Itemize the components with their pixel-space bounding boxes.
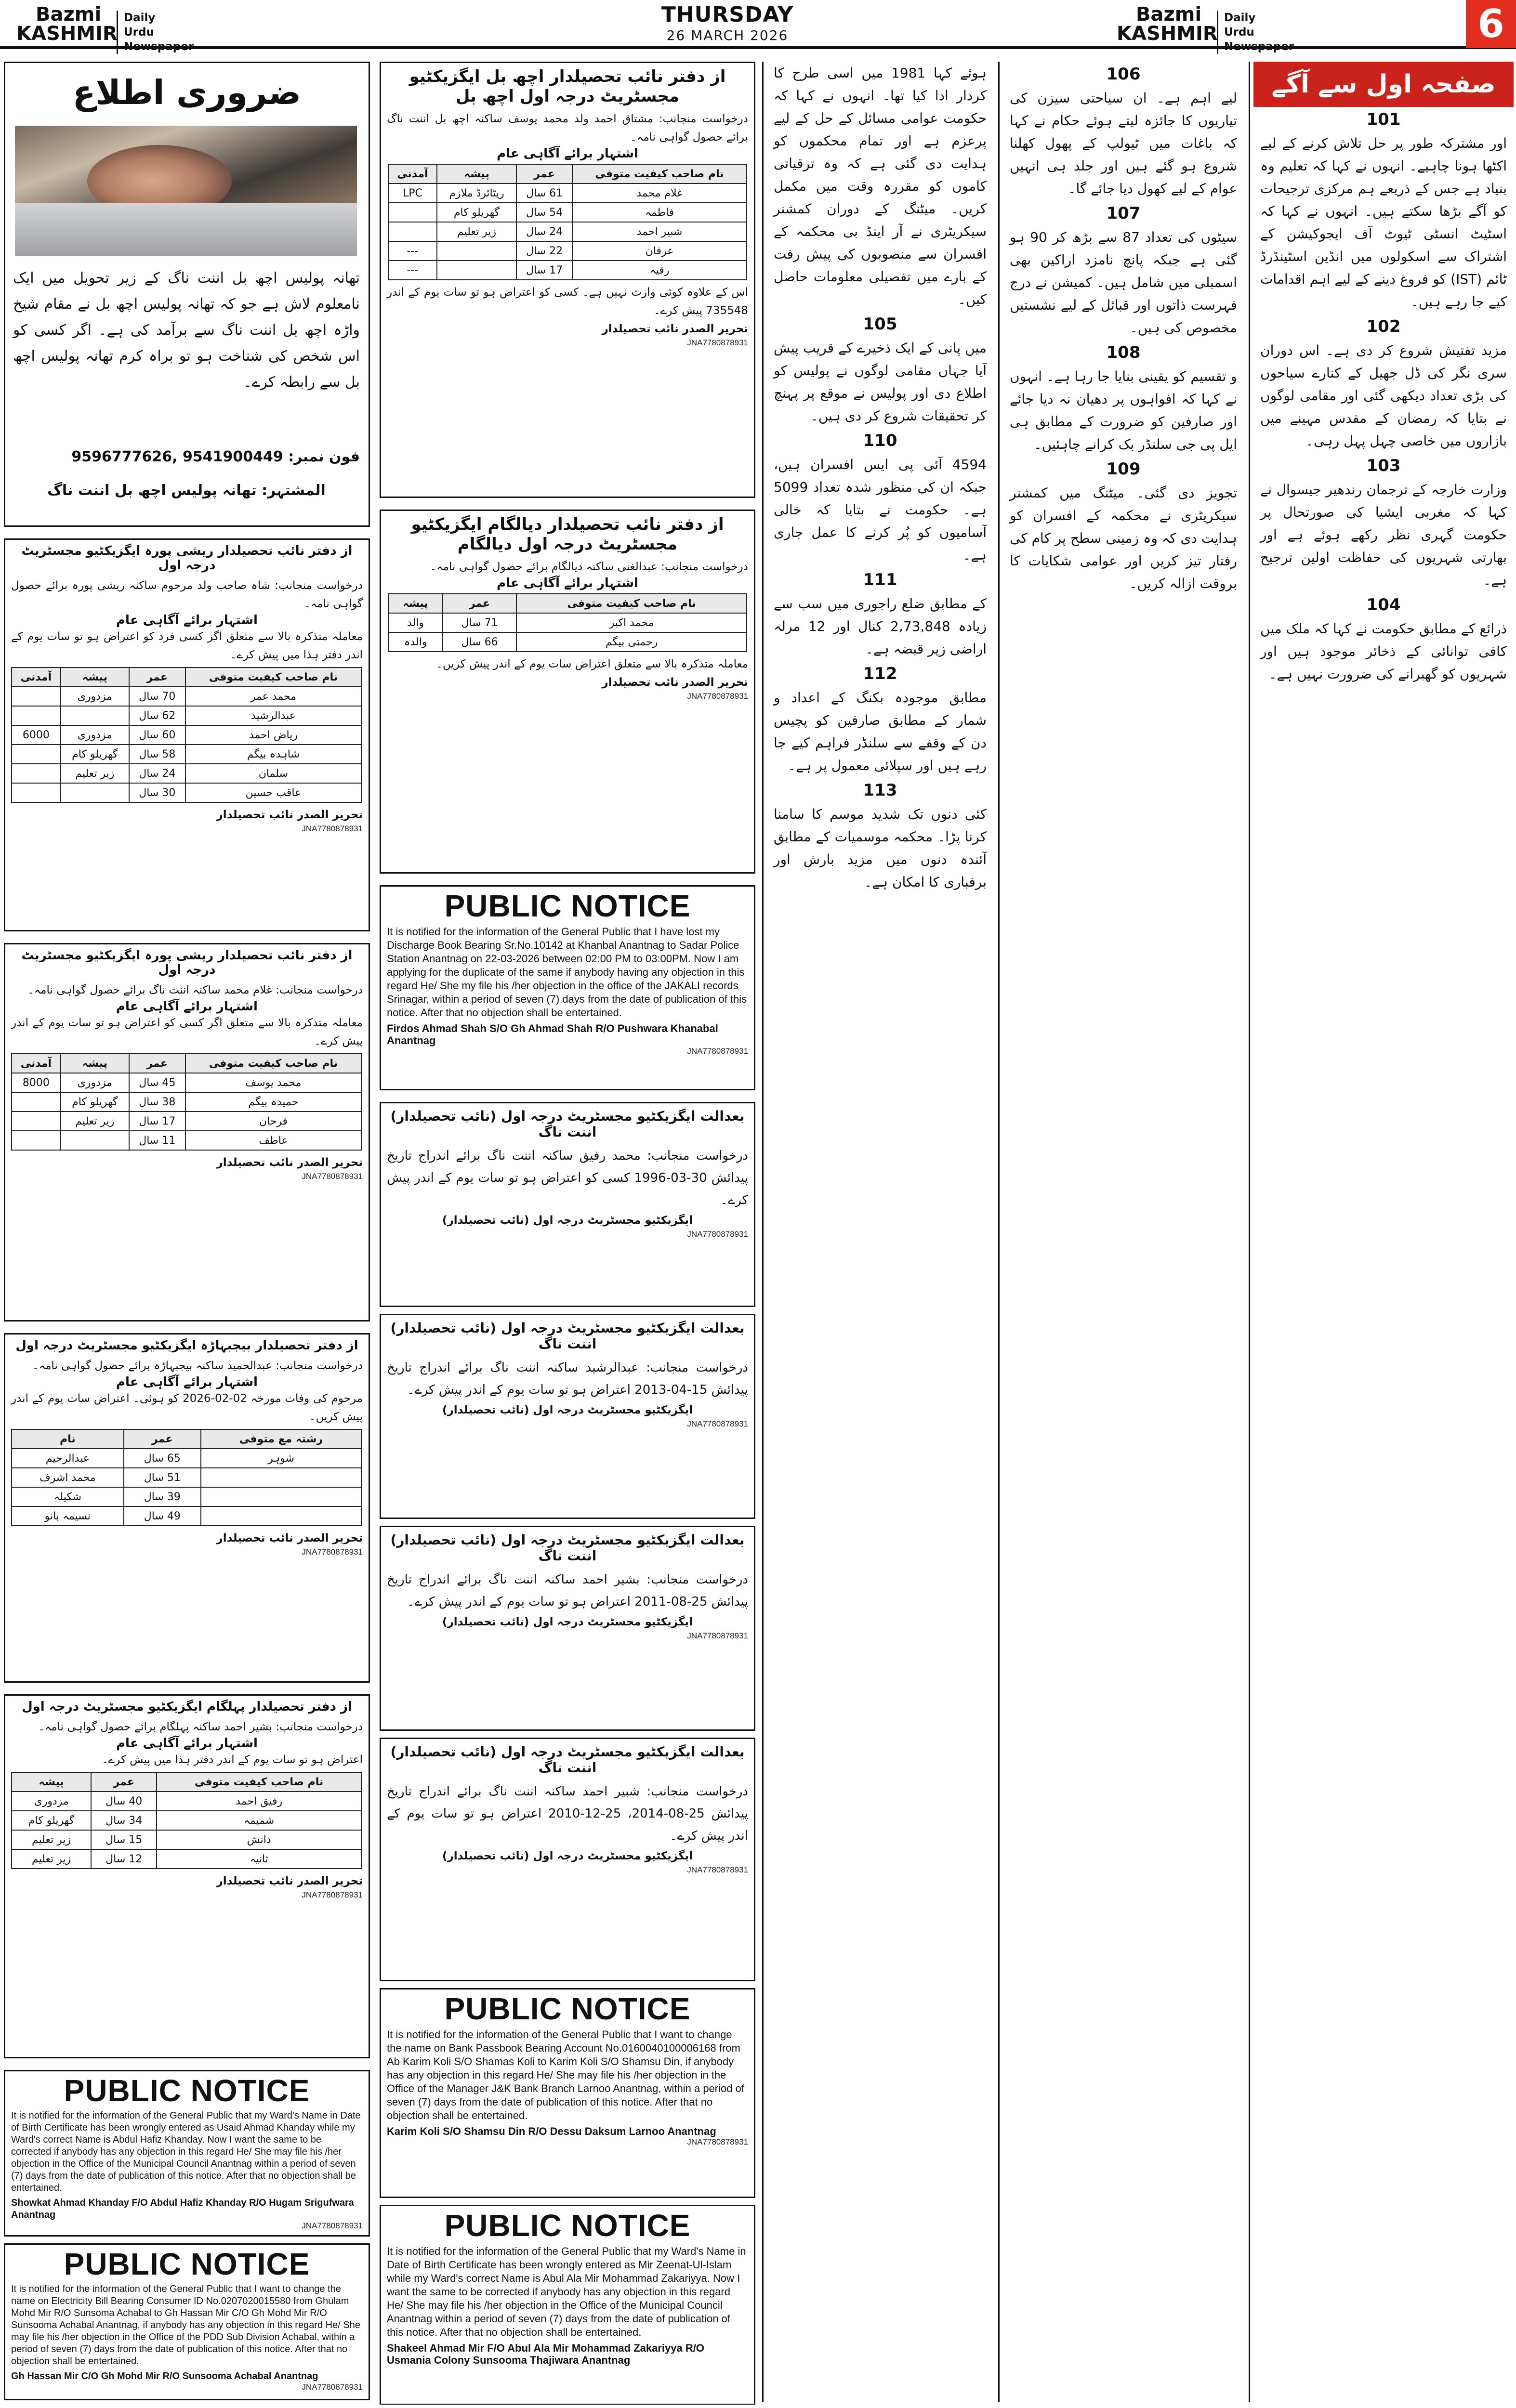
column-text-b: 106 لیے اہم ہے۔ ان سیاحتی سیزن کی تیاریوں کا جائزہ لیتے ہوئے حکام نے کہا کہ باغات میں ٹیولپ کے پھول کھلنا شروع ہو گئے ہیں اور جلد ہی انہیں عوام کے لیے کھول دیا جائے گا۔ 107 سیٹوں کی تعداد 87 سے بڑھ کر 90 ہو گئی ہے جبکہ پانچ نامزد اراکین بھی اسمبلی میں شامل ہیں۔ کمیشن نے درج فہرست ذاتوں اور قبائل کے لیے نشستیں مخصوص کی ہیں۔ 108 و تقسیم کو یقینی بنایا جا رہا ہے۔ انہوں نے کہا کہ افواہوں پر دھیان نہ دیا جائے اور صارفین کو ضرورت کے مطابق ہی ایل پی جی سلنڈر بک کرانے چاہئیں۔ 109 تجویز دی گئی۔ میٹنگ میں کمشنر سیکریٹری نے محکمہ کے افسران کو ہدایت دی کہ وہ زمینی سطح پر کام کی رفتار تیز کریں اور عوامی شکایات کا بروقت ازالہ کریں۔ — [1010, 65, 1237, 591]
column-rule-1 — [762, 62, 764, 2402]
paper-sub-right: Daily Urdu Newspaper — [1217, 11, 1319, 54]
tehsil-notice-4: از دفتر تحصیلدار پہلگام ایگزیکٹیو مجسٹریٹ درجہ اول درخواست منجانب: بشیر احمد ساکنہ پہلگام برائے حصول گواہی نامہ۔ اشتہار برائے آگاہی عام اعتراض ہو تو سات یوم کے اندر دفتر ہذا میں پیش کرے۔ نام صاحب کیفیت متوفی عمر پیشہ رفیق احمد 40 سال مزدوری شمیمہ 34 سال گھریلو کام دانش 15 سال زیر تعلیم ثانیہ 12 سال زیر تعلیم تحریر الصدر نائب تحصیلدار JNA7780878931 — [4, 1694, 370, 2058]
public-notice-mid-2: PUBLIC NOTICE It is notified for the information of the General Public that I want to change the name on Bank Passbook Bearing Account No.0160040100006168 from Ab Karim Koli S/O Shamas Koli to Karim Koli S/O Shamsu Din, if anybody has any objection in this regard He/ She may file his /her objection in the Office of the Manager J&K Bank Branch Larnoo Anantnag, within a period of seven (7) days from the date of publication of this notice. After that no objection shall be entertained. Karim Koli S/O Shamsu Din R/O Dessu Daksum Larnoo Anantnag JNA7780878931 — [380, 1988, 755, 2198]
paper-name-line1: Bazmi — [36, 3, 102, 26]
tehsil-table-4: نام صاحب کیفیت متوفی عمر پیشہ رفیق احمد 40 سال مزدوری شمیمہ 34 سال گھریلو کام دانش 15 سال زیر تعلیم ثانیہ 12 سال زیر تعلیم — [11, 1772, 362, 1869]
column-front-section: صفحہ اول سے آگے 101 اور مشترکہ طور پر حل تلاش کرنے کے لیے اکٹھا ہونا چاہیے۔ انہوں نے کہا کہ تعلیم وہ بنیاد ہے جس کے ذریعے ہم مرکزی ترجیحات کو آگے بڑھا سکتے ہیں۔ انہوں نے کہا کہ اسٹیٹ انسٹی ٹیوٹ آف ایجوکیشن کے اشتراک سے اسکولوں میں انڈین اسٹینڈرڈ ٹائم (IST) کو فروغ دینے کے لیے اہم اقدامات کیے جا رہے ہیں۔ 102 مزید تفتیش شروع کر دی ہے۔ اس دوران سری نگر کی ڈل جھیل کے کنارے سیاحوں کی بڑی تعداد دیکھی گئی اور مقامی لوگوں نے بتایا کہ رمضان کے مقدس مہینے میں بازاروں میں خاصی چہل پہل رہی۔ 103 وزارت خارجہ کے ترجمان رندھیر جیسوال نے کہا کہ مغربی ایشیا کی صورتحال پر حکومت گہری نظر رکھے ہوئے ہے اور بھارتی شہریوں کی حفاظت اولین ترجیح ہے۔ 104 ذرائع کے مطابق حکومت نے کہا کہ ملک میں کافی توانائی کے ذخائر موجود ہیں اور شہریوں کو گھبرانے کی ضرورت نہیں ہے۔ — [1253, 62, 1514, 2405]
masthead-right — [1117, 3, 1319, 53]
paper-name-line2-right: KASHMIR — [1117, 23, 1218, 45]
paper-sub: Daily Urdu Newspaper — [117, 11, 219, 54]
tehsil-notice-1: از دفتر نائب تحصیلدار ریشی پورہ ایگزیکٹیو مجسٹریٹ درجہ اول درخواست منجانب: شاہ صاحب ولد مرحوم ساکنہ ریشی پورہ برائے حصول گواہی نامہ۔ اشتہار برائے آگاہی عام معاملہ متذکرہ بالا سے متعلق اگر کسی فرد کو اعتراض ہو تو سات یوم کے اندر دفتر ہذا میں پیش کرے۔ نام صاحب کیفیت متوفی عمر پیشہ آمدنی محمد عمر 70 سال مزدوری عبدالرشید 62 سال ریاض احمد 60 سال مزدوری 6000 شاہدہ بیگم 58 سال گھریلو کام سلمان 24 سال زیر تعلیم عاقب حسین 30 سال تحریر الصدر نائب تحصیلدار JNA7780878931 — [4, 538, 370, 931]
public-notice-mid-3: PUBLIC NOTICE It is notified for the information of the General Public that my Ward's Name in Date of Birth Certificate has been wrongly entered as Mir Zeenat-Ul-Islam while my Ward's correct Name is Abul Ala Mir Mohammad Zakariyya. Now I want the same to be corrected if anybody has any objection in this regard He/ She may file his /her objection in the Office of the Municipal Council Anantnag within a period of seven (7) days from the date of publication of this notice. After that no objection shall be entertained. Shakeel Ahmad Mir F/O Abul Ala Mir Mohammad Zakariyya R/O Usmania Colony Sunsooma Thajiwara Anantnag — [380, 2205, 755, 2405]
mid-notice-2: از دفتر نائب تحصیلدار دیالگام ایگزیکٹیو مجسٹریٹ درجہ اول دیالگام درخواست منجانب: عبدالغنی ساکنہ دیالگام برائے حصول گواہی نامہ۔ اشتہار برائے آگاہی عام نام صاحب کیفیت متوفی عمر پیشہ محمد اکبر 71 سال والد رحمتی بیگم 66 سال والدہ معاملہ متذکرہ بالا سے متعلق اعتراض سات یوم کے اندر پیش کریں۔ تحریر الصدر نائب تحصیلدار JNA7780878931 — [380, 510, 755, 874]
tehsil-table-1: نام صاحب کیفیت متوفی عمر پیشہ آمدنی محمد عمر 70 سال مزدوری عبدالرشید 62 سال ریاض احمد 60 سال مزدوری 6000 شاہدہ بیگم 58 سال گھریلو کام سلمان 24 سال زیر تعلیم عاقب حسین 30 سال — [11, 667, 362, 803]
section-title: صفحہ اول سے آگے — [1253, 62, 1514, 107]
column-rule-3 — [1249, 62, 1250, 2402]
column-notices — [380, 62, 755, 2405]
court-notice-2: بعدالت ایگزیکٹیو مجسٹریٹ درجہ اول (نائب تحصیلدار) اننت ناگ درخواست منجانب: عبدالرشید ساکنہ اننت ناگ برائے اندراج تاریخ پیدائش 15-04-2013 اعتراض ہو تو سات یوم کے اندر پیش کرے۔ ایگزیکٹیو مجسٹریٹ درجہ اول (نائب تحصیلدار) JNA7780878931 — [380, 1314, 755, 1519]
court-notice-4: بعدالت ایگزیکٹیو مجسٹریٹ درجہ اول (نائب تحصیلدار) اننت ناگ درخواست منجانب: شبیر احمد ساکنہ اننت ناگ برائے اندراج تاریخ پیدائش 25-08-2014، 25-12-2010 اعتراض ہو تو سات یوم کے اندر پیش کرے۔ ایگزیکٹیو مجسٹریٹ درجہ اول (نائب تحصیلدار) JNA7780878931 — [380, 1738, 755, 1981]
photo-cloth — [15, 203, 357, 256]
court-notice-1: بعدالت ایگزیکٹیو مجسٹریٹ درجہ اول (نائب تحصیلدار) اننت ناگ درخواست منجانب: محمد رفیق ساکنہ اننت ناگ برائے اندراج تاریخ پیدائش 30-03-1996 کسی کو اعتراض ہو تو سات یوم کے اندر پیش کرے۔ ایگزیکٹیو مجسٹریٹ درجہ اول (نائب تحصیلدار) JNA7780878931 — [380, 1102, 755, 1307]
mid-notice-1: از دفتر نائب تحصیلدار اچھ بل ایگزیکٹیو مجسٹریٹ درجہ اول اچھ بل درخواست منجانب: مشتاق احمد ولد محمد یوسف ساکنہ اچھ بل اننت ناگ برائے حصول گواہی نامہ۔ اشتہار برائے آگاہی عام نام صاحب کیفیت متوفی عمر پیشہ آمدنی غلام محمد 61 سال ریٹائرڈ ملازم LPC فاطمہ 54 سال گھریلو کام شبیر احمد 24 سال زیر تعلیم عرفان 22 سال --- رقیہ 17 سال --- اس کے علاوہ کوئی وارث نہیں ہے۔ کسی کو اعتراض ہو تو سات یوم کے اندر 735548 پیش کرے۔ تحریر الصدر نائب تحصیلدار JNA7780878931 — [380, 62, 755, 498]
issue-day: THURSDAY — [661, 2, 794, 27]
tehsil-table-2: نام صاحب کیفیت متوفی عمر پیشہ آمدنی محمد یوسف 45 سال مزدوری 8000 حمیدہ بیگم 38 سال گھریلو کام فرحان 17 سال زیر تعلیم عاطف 11 سال — [11, 1053, 362, 1151]
tehsil-table-3: رشتہ مع متوفی عمر نام شوہر 65 سال عبدالرحیم 51 سال محمد اشرف 39 سال شکیلہ 49 سال نسیمہ بانو — [11, 1429, 362, 1526]
urgent-notice-box — [4, 62, 370, 527]
urgent-notice-phones: فون نمبر: 9596777626, 9541900449 — [71, 448, 360, 465]
column-left — [4, 62, 370, 2405]
masthead — [0, 0, 1516, 53]
court-notice-3: بعدالت ایگزیکٹیو مجسٹریٹ درجہ اول (نائب تحصیلدار) اننت ناگ درخواست منجانب: بشیر احمد ساکنہ اننت ناگ برائے اندراج تاریخ پیدائش 25-08-2011 اعتراض ہو تو سات یوم کے اندر پیش کرے۔ ایگزیکٹیو مجسٹریٹ درجہ اول (نائب تحصیلدار) JNA7780878931 — [380, 1526, 755, 1731]
paper-name-line1-right: Bazmi — [1136, 3, 1202, 26]
tehsil-notice-2: از دفتر نائب تحصیلدار ریشی پورہ ایگزیکٹیو مجسٹریٹ درجہ اول درخواست منجانب: غلام محمد ساکنہ اننت ناگ برائے حصول گواہی نامہ۔ اشتہار برائے آگاہی عام معاملہ متذکرہ بالا سے متعلق اگر کسی کو اعتراض ہو تو سات یوم کے اندر پیش کرے۔ نام صاحب کیفیت متوفی عمر پیشہ آمدنی محمد یوسف 45 سال مزدوری 8000 حمیدہ بیگم 38 سال گھریلو کام فرحان 17 سال زیر تعلیم عاطف 11 سال تحریر الصدر نائب تحصیلدار JNA7780878931 — [4, 943, 370, 1322]
urgent-notice-issuer: المشتہر: تھانہ پولیس اچھ بل اننت ناگ — [47, 482, 326, 499]
urgent-notice-text: تھانہ پولیس اچھ بل اننت ناگ کے زیر تحویل میں ایک نامعلوم لاش ہے جو کہ تھانہ پولیس اچھ بل نے مقام شیخ واڑہ اچھ بل اننت ناگ سے برآمد کی ہے۔ اگر کسی کو اس شخص کی شناخت ہو تو براہ کرم تھانہ پولیس اچھ بل سے رابطہ کرے۔ — [13, 270, 360, 391]
issue-date-text: 26 MARCH 2026 — [666, 27, 789, 43]
tehsil-notice-3: از دفتر تحصیلدار بیجبہاڑہ ایگزیکٹیو مجسٹریٹ درجہ اول درخواست منجانب: عبدالحمید ساکنہ بیجبہاڑہ برائے حصول گواہی نامہ۔ اشتہار برائے آگاہی عام مرحوم کی وفات مورخہ 02-02-2026 کو ہوئی۔ اعتراض سات یوم کے اندر پیش کریں۔ رشتہ مع متوفی عمر نام شوہر 65 سال عبدالرحیم 51 سال محمد اشرف 39 سال شکیلہ 49 سال نسیمہ بانو تحریر الصدر نائب تحصیلدار JNA7780878931 — [4, 1333, 370, 1683]
mid-table-1: نام صاحب کیفیت متوفی عمر پیشہ آمدنی غلام محمد 61 سال ریٹائرڈ ملازم LPC فاطمہ 54 سال گھریلو کام شبیر احمد 24 سال زیر تعلیم عرفان 22 سال --- رقیہ 17 سال --- — [388, 164, 747, 280]
column-text-a: ہوئے کہا 1981 میں اسی طرح کا کردار ادا کیا تھا۔ انہوں نے کہا کہ حکومت عوامی مسائل کے حل کے لیے پرعزم ہے اور تمام محکموں کو ہدایت دی گئی ہے کہ وہ ترقیاتی کاموں کو مقررہ وقت میں مکمل کریں۔ میٹنگ کے دوران کمشنر سیکریٹری نے آر اینڈ بی محکمہ کے افسران سے منصوبوں کی پیش رفت کے بارے میں تفصیلی معلومات حاصل کیں۔ 105 میں پانی کے ایک ذخیرے کے قریب پیش آیا جہاں مقامی لوگوں نے پولیس کو اطلاع دی اور پولیس نے موقع پر پہنچ کر تحقیقات شروع کر دی ہیں۔ 110 4594 آئی پی ایس افسران ہیں، جبکہ ان کی منظور شدہ تعداد 5099 ہے۔ حکومت نے بتایا کہ خالی آسامیوں کو پُر کرنے کا عمل جاری ہے۔ 111 کے مطابق ضلع راجوری میں سب سے زیادہ 2,73,848 کنال اور 12 مرلہ اراضی زیر قبضہ ہے۔ 112 مطابق موجودہ بکنگ کے اعداد و شمار کے مطابق صارفین کو پچیس دن کے وقفے سے سلنڈر فراہم کیے جا رہے ہیں اور سپلائی معمول پر ہے۔ 113 کئی دنوں تک شدید موسم کا سامنا کرنا پڑا۔ محکمہ موسمیات کے مطابق آئندہ دنوں میں مزید بارش اور برفباری کا امکان ہے۔ — [774, 65, 987, 890]
mid-table-2: نام صاحب کیفیت متوفی عمر پیشہ محمد اکبر 71 سال والد رحمتی بیگم 66 سال والدہ — [388, 593, 747, 652]
public-notice-left-1: PUBLIC NOTICE It is notified for the information of the General Public that my Ward's Name in Date of Birth Certificate has been wrongly entered as Usaid Ahmad Khanday while my Ward's correct Name is Abdul Hafiz Khanday. Now I want the same to be corrected if anybody has any objection in this regard He/ She may file his /her objection in the Office of the Municipal Council Anantnag within a period of seven (7) days from the date of publication of this notice. After that no objection shall be entertained. Showkat Ahmad Khanday F/O Abdul Hafiz Khanday R/O Hugam Srigufwara Anantnag JNA7780878931 — [4, 2070, 370, 2237]
page-number: 6 — [1466, 0, 1516, 48]
missing-person-photo — [15, 126, 357, 256]
paper-name-line2: KASHMIR — [16, 23, 118, 45]
urgent-notice-title: ضروری اطلاع — [72, 73, 302, 112]
column-rule-2 — [998, 62, 1000, 2402]
issue-date — [626, 3, 829, 44]
public-notice-left-2: PUBLIC NOTICE It is notified for the information of the General Public that I want to change the name on Electricity Bill Bearing Consumer ID No.0207020015580 from Ghulam Mohd Mir R/O Sunsoma Achabal to Gh Hassan Mir C/O Gh Mohd Mir R/O Sunsooma Achabal Anantnag, if anybody has any objection in this regard He/ She may file his /her objection in the Office of the PDD Sub Division Achabal, within a period of seven (7) days from the date of publication of this notice. After that no objection shall be entertained. Gh Hassan Mir C/O Gh Mohd Mir R/O Sunsooma Achabal Anantnag JNA7780878931 — [4, 2243, 370, 2400]
masthead-left — [16, 3, 219, 53]
public-notice-mid-1: PUBLIC NOTICE It is notified for the information of the General Public that I have lost my Discharge Book Bearing Sr.No.10142 at Khanbal Anantnag to Sadar Police Station Anantnag on 22-03-2026 between 02:00 PM to 03:00PM. Now I am applying for the duplicate of the same if anybody having any objection in this regard He/ She my file his /her objection in the office of the JAKALI records Srinagar, within a period of seven (7) days from the date of publication of this notice. After that no objection shall be entertained. Firdos Ahmad Shah S/O Gh Ahmad Shah R/O Pushwara Khanabal Anantnag JNA7780878931 — [380, 885, 755, 1090]
